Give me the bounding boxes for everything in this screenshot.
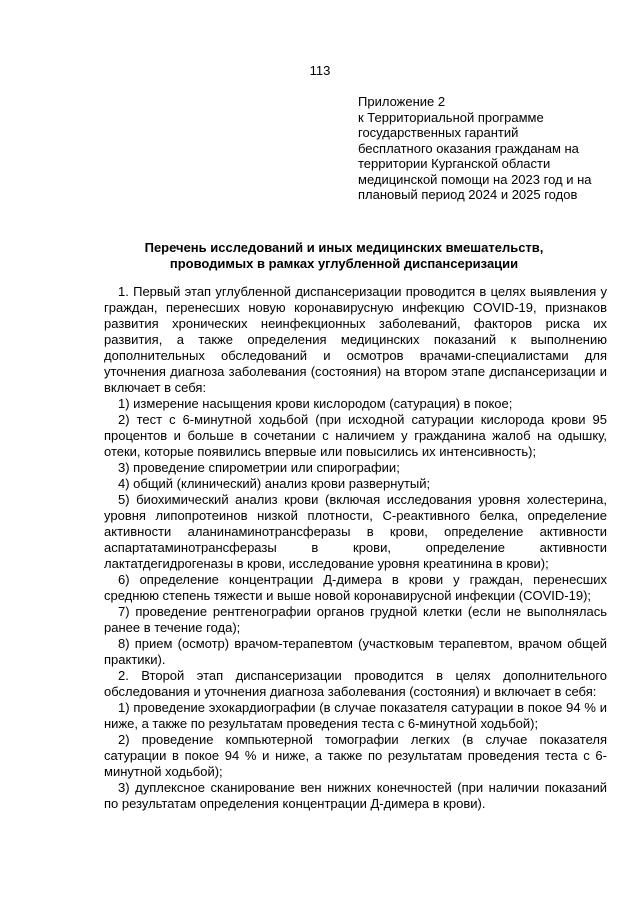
appendix-line: территории Курганской области [358,156,551,171]
list-item: 1) измерение насыщения крови кислородом (сатурация) в покое; [118,396,513,411]
list-item: 4) общий (клинический) анализ крови развернутый; [118,476,431,491]
title-line: Перечень исследований и иных медицинских вмешательств, [144,240,544,255]
list-item: 8) прием (осмотр) врачом-терапевтом (участковым терапевтом, врачом общей практики). [104,636,607,667]
list-item: 3) проведение спирометрии или спирографии; [118,460,400,475]
list-item: 5) биохимический анализ крови (включая исследования уровня холестерина, уровня липопротеинов низкой плотности, С-реактивного белка, определение активности аланинаминотрансферазы в крови, определение активности аспартатаминотрансферазы в крови, определение активности лактатдегидрогеназы в крови, исследование уровня креатинина в крови); [104,492,607,571]
list-item: 1) проведение эхокардиографии (в случае показателя сатурации в покое 94 % и ниже, а также по результатам проведения теста с 6-минутной ходьбой); [104,700,607,731]
list-item: 7) проведение рентгенографии органов грудной клетки (если не выполнялась ранее в течение года); [104,604,607,635]
appendix-header [358,94,620,203]
document-body [104,284,607,812]
list-item: 6) определение концентрации Д-димера в крови у граждан, перенесших среднюю степень тяжести и выше новой коронавирусной инфекции (COVID-19); [104,572,607,603]
page-number: 113 [309,63,331,78]
paragraph-stage-2: 2. Второй этап диспансеризации проводится в целях дополнительного обследования и уточнения диагноза заболевания (состояния) и включает в себя: [104,668,607,699]
appendix-line: к Территориальной программе [358,109,544,125]
paragraph-stage-1: 1. Первый этап углубленной диспансеризации проводится в целях выявления у граждан, перенесших новую коронавирусную инфекцию COVID-19, признаков развития хронических неинфекционных заболеваний, факторов риска их развития, а также определения медицинских показаний к выполнению дополнительных обследований и осмотров врачами-специалистами для уточнения диагноза заболевания (состояния) на втором этапе диспансеризации и включает в себя: [104,284,607,395]
appendix-line: медицинской помощи на 2023 год и на [358,171,592,187]
appendix-line: государственных гарантий [358,125,519,140]
document-title [104,240,584,272]
list-item: 2) проведение компьютерной томографии легких (в случае показателя сатурации в покое 94 % и ниже, а также по результатам проведения теста с 6-минутной ходьбой); [104,732,607,779]
appendix-line: Приложение 2 [358,94,446,109]
appendix-line: плановый период 2024 и 2025 годов [358,187,578,202]
list-item: 3) дуплексное сканирование вен нижних конечностей (при наличии показаний по результатам определения концентрации Д-димера в крови). [104,780,607,811]
appendix-line: бесплатного оказания гражданам на [358,140,579,156]
title-line: проводимых в рамках углубленной диспансеризации [169,256,519,271]
list-item: 2) тест с 6-минутной ходьбой (при исходной сатурации кислорода крови 95 процентов и больше в сочетании с наличием у гражданина жалоб на одышку, отеки, которые появились впервые или повысились их интенсивность); [104,412,607,459]
